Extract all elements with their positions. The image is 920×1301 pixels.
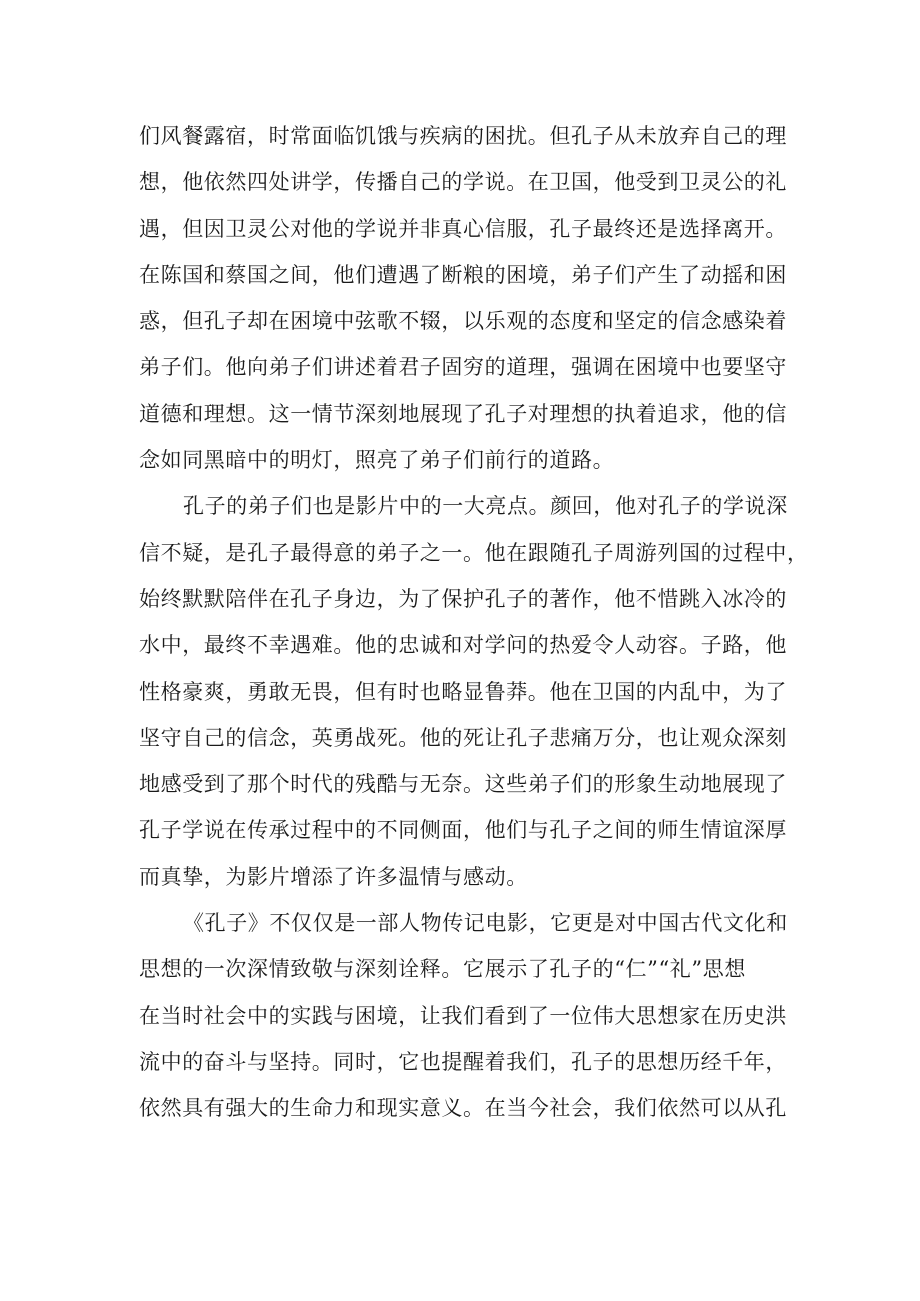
paragraph-1-line-8: 念如同黑暗中的明灯，照亮了弟子们前行的道路。	[139, 448, 615, 473]
paragraph-1-line-6: 弟子们。他向弟子们讲述着君子固穷的道理，强调在困境中也要坚守	[139, 355, 787, 380]
paragraph-3-line-1: 《孔子》不仅仅是一部人物传记电影，它更是对中国古代文化和	[183, 911, 788, 936]
paragraph-1-line-3: 遇，但因卫灵公对他的学说并非真心信服，孔子最终还是选择离开。	[139, 216, 787, 241]
paragraph-2-line-1: 孔子的弟子们也是影片中的一大亮点。颜回，他对孔子的学说深	[183, 494, 788, 519]
paragraph-3-line-4: 流中的奋斗与坚持。同时，它也提醒着我们，孔子的思想历经千年，	[139, 1049, 787, 1074]
paragraph-1-line-4: 在陈国和蔡国之间，他们遭遇了断粮的困境，弟子们产生了动摇和困	[139, 262, 787, 287]
paragraph-1-line-5: 惑，但孔子却在困境中弦歌不辍，以乐观的态度和坚定的信念感染着	[139, 309, 787, 334]
paragraph-3-line-2: 思想的一次深情致敬与深刻诠释。它展示了孔子的“仁”“礼”思想	[139, 957, 746, 982]
paragraph-2-line-9: 而真挚，为影片增添了许多温情与感动。	[139, 864, 528, 889]
paragraph-2-line-4: 水中，最终不幸遇难。他的忠诚和对学问的热爱令人动容。子路，他	[139, 633, 787, 658]
paragraph-2-line-8: 孔子学说在传承过程中的不同侧面，他们与孔子之间的师生情谊深厚	[139, 818, 787, 843]
paragraph-1-line-7: 道德和理想。这一情节深刻地展现了孔子对理想的执着追求，他的信	[139, 401, 787, 426]
paragraph-1-line-2: 想，他依然四处讲学，传播自己的学说。在卫国，他受到卫灵公的礼	[139, 170, 787, 195]
paragraph-2-line-6: 坚守自己的信念，英勇战死。他的死让孔子悲痛万分，也让观众深刻	[139, 725, 787, 750]
paragraph-2-line-2: 信不疑，是孔子最得意的弟子之一。他在跟随孔子周游列国的过程中，	[139, 540, 809, 565]
paragraph-3-line-3: 在当时社会中的实践与困境，让我们看到了一位伟大思想家在历史洪	[139, 1003, 787, 1028]
body-text	[139, 113, 809, 1132]
paragraph-1-line-1: 们风餐露宿，时常面临饥饿与疾病的困扰。但孔子从未放弃自己的理	[139, 124, 787, 148]
paragraph-2-line-3: 始终默默陪伴在孔子身边，为了保护孔子的著作，他不惜跳入冰冷的	[139, 586, 787, 611]
paragraph-3-line-5: 依然具有强大的生命力和现实意义。在当今社会，我们依然可以从孔	[139, 1096, 787, 1121]
paragraph-2-line-5: 性格豪爽，勇敢无畏，但有时也略显鲁莽。他在卫国的内乱中，为了	[139, 679, 787, 704]
paragraph-2-line-7: 地感受到了那个时代的残酷与无奈。这些弟子们的形象生动地展现了	[139, 772, 787, 797]
